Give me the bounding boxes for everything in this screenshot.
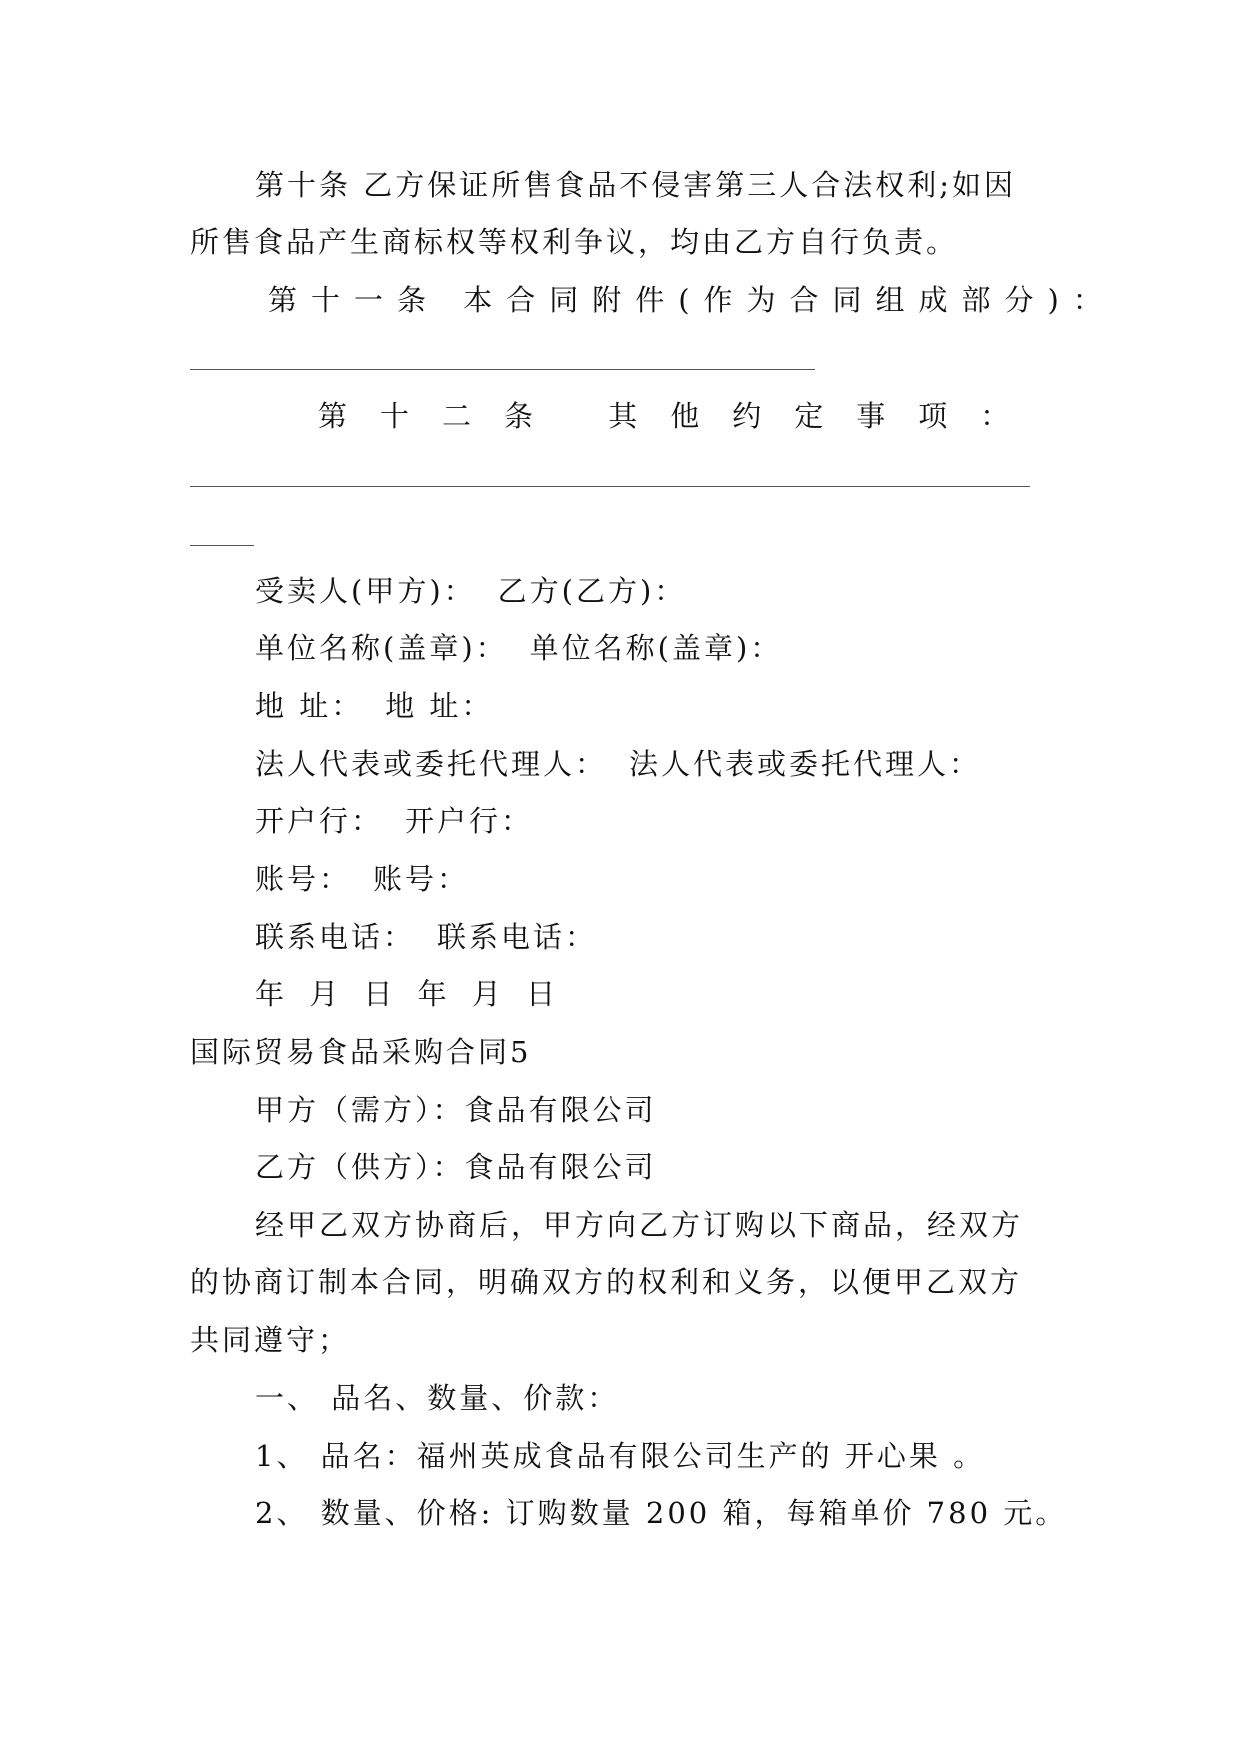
- item-2-quantity-price: 2、 数量、价格: 订购数量 200 箱，每箱单价 780 元。: [255, 1496, 1068, 1530]
- party-b-address-label: 地 址：: [385, 689, 494, 723]
- party-a-label: 受卖人(甲方)：: [255, 574, 476, 608]
- article-10-line-1: 第十条 乙方保证所售食品不侵害第三人合法权利;如因: [255, 168, 1016, 202]
- signature-row-representative: [255, 744, 981, 784]
- other-matters-fill-line-end: [190, 545, 254, 546]
- party-b-bank-label: 开户行：: [405, 804, 534, 838]
- article-11-heading: 第十一条 本合同附件(作为合同组成部分)：: [268, 283, 1116, 317]
- signature-row-address: [255, 686, 493, 726]
- party-b-supplier: 乙方（供方）：食品有限公司: [255, 1150, 657, 1184]
- contract-5-title: 国际贸易食品采购合同5: [190, 1035, 532, 1069]
- attachment-fill-line: [190, 369, 815, 370]
- signature-row-date: 年 月 日 年 月 日: [255, 977, 559, 1011]
- preamble-line-3: 共同遵守；: [190, 1323, 351, 1357]
- other-matters-fill-line: [190, 486, 1030, 487]
- party-b-company-label: 单位名称(盖章)：: [529, 631, 783, 665]
- preamble-line-2: 的协商订制本合同，明确双方的权利和义务，以便甲乙双方: [190, 1265, 1023, 1299]
- signature-row-company: [255, 628, 782, 668]
- party-b-account-label: 账号：: [373, 862, 470, 896]
- section-1-heading: 一、 品名、数量、价款：: [255, 1381, 620, 1415]
- party-a-bank-label: 开户行：: [255, 804, 384, 838]
- article-12-heading: 第十二条 其他约定事项：: [318, 399, 1043, 433]
- item-1-product-name: 1、 品名：福州英成食品有限公司生产的 开心果 。: [255, 1439, 986, 1473]
- party-a-phone-label: 联系电话：: [255, 920, 416, 954]
- party-a-account-label: 账号：: [255, 862, 352, 896]
- signature-row-account: [255, 859, 469, 899]
- party-a-representative-label: 法人代表或委托代理人：: [255, 747, 608, 781]
- signature-row-bank: [255, 801, 533, 841]
- party-a-address-label: 地 址：: [255, 689, 364, 723]
- preamble-line-1: 经甲乙双方协商后，甲方向乙方订购以下商品，经双方: [255, 1208, 1024, 1242]
- signature-row-phone: [255, 917, 597, 957]
- party-b-representative-label: 法人代表或委托代理人：: [629, 747, 982, 781]
- party-b-label: 乙方(乙方)：: [497, 574, 687, 608]
- party-a-company-label: 单位名称(盖章)：: [255, 631, 508, 665]
- signature-row-party: [255, 571, 686, 611]
- party-a-buyer: 甲方（需方）：食品有限公司: [255, 1093, 657, 1127]
- party-b-phone-label: 联系电话：: [437, 920, 598, 954]
- article-10-line-2: 所售食品产生商标权等权利争议，均由乙方自行负责。: [190, 225, 959, 259]
